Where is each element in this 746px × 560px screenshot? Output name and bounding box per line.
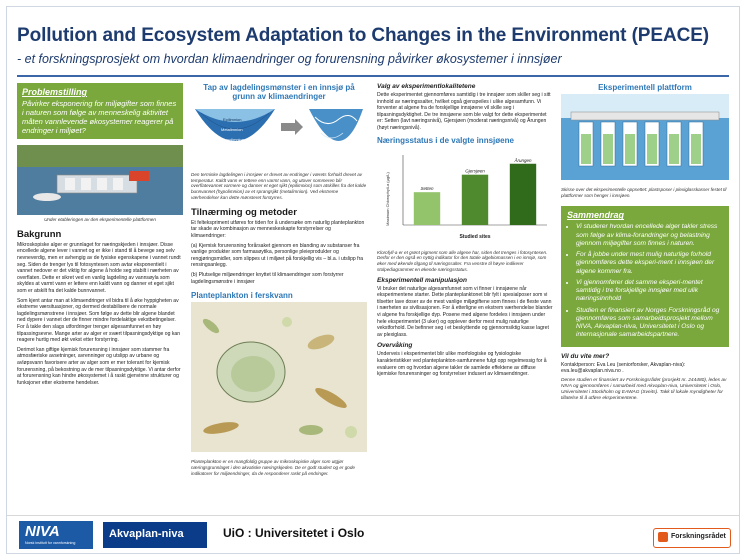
summary-item: • Vi studerer hvordan encellede alger takler stress som følge av klima-forandringer og belastning gjennom miljøgifter som finnes i naturen. bbox=[576, 223, 723, 248]
approach-heading: Tilnærming og metoder bbox=[191, 206, 297, 218]
phytoplankton-micrograph bbox=[191, 302, 367, 452]
chart-x-axis-label: Studied sites bbox=[459, 233, 491, 240]
chart-bar-3 bbox=[510, 163, 536, 224]
problem-heading: Problemstilling bbox=[22, 87, 88, 97]
chart-y-axis-label: Maximum Chlorophyll-a (µg/L) bbox=[385, 171, 390, 226]
uio-logo: UiO : Universitetet i Oslo bbox=[223, 526, 365, 540]
chart-caption: Klorofyll-a er et grønt pigment som alle algene har, siden det trenges i fotosyntesen. Derfor er den også en nyttig indikator for den totale algebiomassen i en innsjø, som øker med økende tilgang til næringssalter. Fra venstre til høyre indikerer stolpediagrammet en økende næringsstatus. bbox=[377, 249, 548, 272]
column-1 bbox=[17, 83, 183, 390]
poster-subtitle: - et forskningsprosjekt om hvordan klimaendringer og forurensning påvirker økosystemer i innsjøer bbox=[17, 52, 562, 66]
summary-list bbox=[567, 223, 723, 339]
approach-item-a: (a) Kjemisk forurensning forårsaket gjennom en blanding av substanser fra vanlige produkter som farmasøytika, personlige pleieprodukter og rengjøringsmidler, som slippes ut i miljøet på forskjellig vis – bl.a. i utslipp fra rensingsanlegg. bbox=[191, 242, 364, 269]
column-3 bbox=[377, 83, 553, 381]
summary-item: • For å jobbe under mest mulig naturlige forhold gjennomføres dette eksperi-ment i innsjøen der algene kommer fra. bbox=[576, 251, 723, 276]
layer-label-hypolimnion: Hypolimnion bbox=[222, 137, 245, 142]
chart-bars bbox=[414, 156, 536, 224]
platform-heading: Eksperimentell plattform bbox=[598, 83, 692, 92]
niva-logo-tagline: Norsk institutt for vannforskning bbox=[25, 541, 76, 545]
problem-text: Påvirker eksponering for miljøgifter som finnes i naturen som følge av menneskelig aktivitet måten vannlevende økosystemer reagerer på endringer i miljøet? bbox=[22, 99, 177, 135]
poster-header bbox=[7, 7, 739, 79]
poster bbox=[6, 6, 740, 554]
approach-item-b: (b) Plutselige miljøendringer knyttet til klimaendringer som forstyrrer lagdelingsmønstre i innsjøer bbox=[191, 271, 344, 285]
chart-bar-1 bbox=[414, 192, 440, 225]
background-heading: Bakgrunn bbox=[17, 228, 62, 240]
arrow-icon bbox=[281, 119, 303, 135]
header-rule bbox=[17, 75, 729, 77]
approach-intro: Et feltekspriment utføres for tiden for å undersøke om naturlig planteplankton tar skade av kombinasjon av menneskeskapte forstyrrelser og klimaendringer: bbox=[191, 219, 365, 239]
layer-label-metalimnion: Metalimnion bbox=[221, 127, 243, 132]
contact-text: Kontaktperson: Eva Leu (seniorforsker, Akvaplan-niva): eva.leu@akvaplan.niva.no . bbox=[561, 361, 686, 375]
poster-title: Pollution and Ecosystem Adaptation to Changes in the Environment (PEACE) bbox=[17, 25, 709, 46]
phyto-heading: Planteplankton i ferskvann bbox=[191, 291, 293, 301]
platform-sketch bbox=[561, 94, 729, 180]
problem-box bbox=[17, 83, 183, 139]
akvaplan-logo-name: Akvaplan-niva bbox=[109, 528, 184, 540]
monitoring-heading: Overvåking bbox=[377, 342, 413, 350]
forskningsradet-name: Forskningsrådet bbox=[671, 533, 726, 540]
chart-bar-label-2: Gjersjøen bbox=[465, 168, 485, 174]
nutrient-bar-chart bbox=[377, 147, 553, 243]
manipulation-heading: Eksperimentell manipulasjon bbox=[377, 276, 467, 284]
setup-photo-illustration bbox=[17, 145, 183, 215]
chart-bar-label-1: Setten bbox=[420, 185, 434, 191]
phyto-caption: Planteplankton er en mangfoldig gruppe av mikroskopiske alger som utgjør næringsgrunnlaget i den akvatiske næringskjeden. De er godt studert og er gode indikatorer for miljøendringer, da de responderer raskt på endringer. bbox=[191, 459, 355, 476]
niva-logo bbox=[19, 521, 93, 549]
setup-photo-caption: Under etableringen av den eksperimentelle plattformen bbox=[44, 217, 156, 222]
site-heading: Valg av eksperimentlokalitetene bbox=[377, 83, 476, 90]
akvaplan-niva-logo bbox=[103, 522, 207, 548]
forskningsradet-icon bbox=[658, 532, 668, 542]
background-paragraph-1: Mikroskopiske alger er grunnlaget for næringskjeden i innsjøer. Disse encellede algene lever i vannet og er ikke i stand til å bevege seg selv nevneverdig, men er avhengig av de fysiske egenskapene i vannet rundt seg. Siden de trenger lys til fotosyntesen som avtar eksponentielt i vannet nedover er det viktig for algene å holde seg stabilt i nærheten av overflaten. Dette er sikret ved en vanlig lagdeling av vannsøyla som skyldes at varmt vann er lettere enn kaldt vann og danner et eget sjikt som er atskilt fra det kalde bunnvannet. bbox=[17, 241, 181, 294]
manipulation-text: Vi bruker det naturlige algesamfunnet som vi finner i innsjøene når eksperimentene starter. Dette planteplanktonet blir fylt i spesialposer som vi tilsetter lave doser av de mest vanlige miljøgiftene som finnes i de fleste vann i nærheten av sivilisasjonen. For å etterligne en ekstrem værhendelse blander vi algene fra forskjellige dyp. Posene med algene fordeles i innsjøen under hele eksperimentet (3 uker) og opplever derfor mest mulig naturlige vekstforhold. De befinner seg i et beskyttende og gjennomsiktig kasse lagret av plexiglass. bbox=[377, 285, 553, 338]
chart-bar-label-3: Årungen bbox=[514, 157, 532, 163]
background-paragraph-3: Derimot kan giftige kjemisk forurensning i innsjøer som stammer fra atmosfæriske avsetninger, avrenninger og utslipp av urbane og avløpsvann favorisere arter av alger som er mer tolerant for kjemisk forurensning, på bekostning av de mer tilpasningsdyktige. Vi antar derfor at forurensning kan hindre økosystemet i å raskt gjenvinne strukturer og funksjoner etter ekstreme hendelser. bbox=[17, 346, 181, 386]
monitoring-text: Underveis i eksperimentet blir ulike morfologiske og fysiologiske karakteristikker ved planteplankton-samfunnene fulgt opp regelmessig for å evaluere om og hvordan algene takler de samlede effektene av diffuse kjemiske forurensninger og forstyrrelser indusert av klimaendringer. bbox=[377, 351, 547, 378]
chart-bar-2 bbox=[462, 174, 488, 224]
chart-heading: Næringsstatus i de valgte innsjøene bbox=[377, 135, 514, 145]
background-paragraph-2: Som kjent antar man at klimaendringer vil bidra til å øke hyppigheten av ekstreme værsituasjoner, og dermed destabilisere de normale lagdelingsmønstrene i innsjøer. Som følge av dette blir algene blandet ned dypere i vannet der de finner mindre fordelaktige vekstbetingelser. For å takle den slags utfordringer trenger algesamfunnet en høy tilpassingsevne. Mange arter av alger er svært tilpasningsdyktige og kan reagere hurtig med økt vekst etter forstyrring. bbox=[17, 297, 181, 344]
layer-label-epilimnion: Epilimnion bbox=[223, 117, 242, 122]
platform-caption: Skisse over det eksperimentelle oppsettet: plastsposer i plexiglasskasser festet til plattformer som henger i innsjøen. bbox=[561, 187, 727, 198]
summary-heading: Sammendrag bbox=[567, 210, 625, 221]
summary-item: • Studien er finansiert av Norges Forskningsråd og gjennomføres som samarbeidsprosjekt mellom NIVA, Akvaplan-niva, Universitetet i Oslo og internasjonale samarbeidspartnere. bbox=[576, 307, 723, 340]
stratification-diagram bbox=[191, 103, 367, 165]
niva-logo-name: NIVA bbox=[25, 523, 60, 540]
stratification-heading: Tap av lagdelingsmønster i en innsjø på grunn av klimaendringer bbox=[203, 83, 355, 101]
funding-text: Denne studien er finansiert av Forskningsrådet (prosjekt nr. 244480), ledes av NIVA og gjennomføres i samarbeid med Akvaplan-niva, Universitetet i Oslo, Universitetet i Stockholm og EAWAG (Sveits). Takk til lokale myndigheter for tillatelse til å utføre eksperimentene. bbox=[561, 377, 727, 401]
column-2 bbox=[191, 83, 367, 476]
contact-heading: Vil du vite mer? bbox=[561, 352, 610, 360]
summary-box bbox=[561, 206, 729, 346]
site-text: Dette eksperimentet gjennomføres samtidig i tre innsjøer som skiller seg i sitt innhold av næringssalter, hvilket også gjenspeiles i ulike algesamfunn. Vi forventer at algene fra de forskjellige innsjøene vil skille seg i tilpasningsdyktighet. De tre innsjøene som ble valgt for dette eksperimentet er: Setten (lavt næringsnivå), Gjersjøen (moderat næringsnivå) og Årungen (høyt næringsnivå). bbox=[377, 92, 551, 132]
stratification-caption: Den termiske lagdelingen i innsjøer er drevet av endringer i værets forhold drevet av temperatur. Kaldt vann er tettere enn varmt vann, og utover sommeren blir overflatevannet varmere og danner et eget sjikt (epilimnion) som atskilles fra det kalde bunnvannet (hypolimnion) av et sprangsjikt (metalimnion). Ved ekstreme værhendelser kan dette mønsteret forstyrres. bbox=[191, 172, 367, 200]
logo-footer bbox=[7, 515, 739, 554]
forskningsradet-logo bbox=[653, 528, 731, 548]
summary-item: • Vi gjennomfører det samme eksperi-mentet samtidig i tre forskjellige innsjøer med ulik næringsinnhold bbox=[576, 279, 723, 304]
column-4 bbox=[561, 83, 729, 406]
setup-photo bbox=[17, 145, 183, 215]
